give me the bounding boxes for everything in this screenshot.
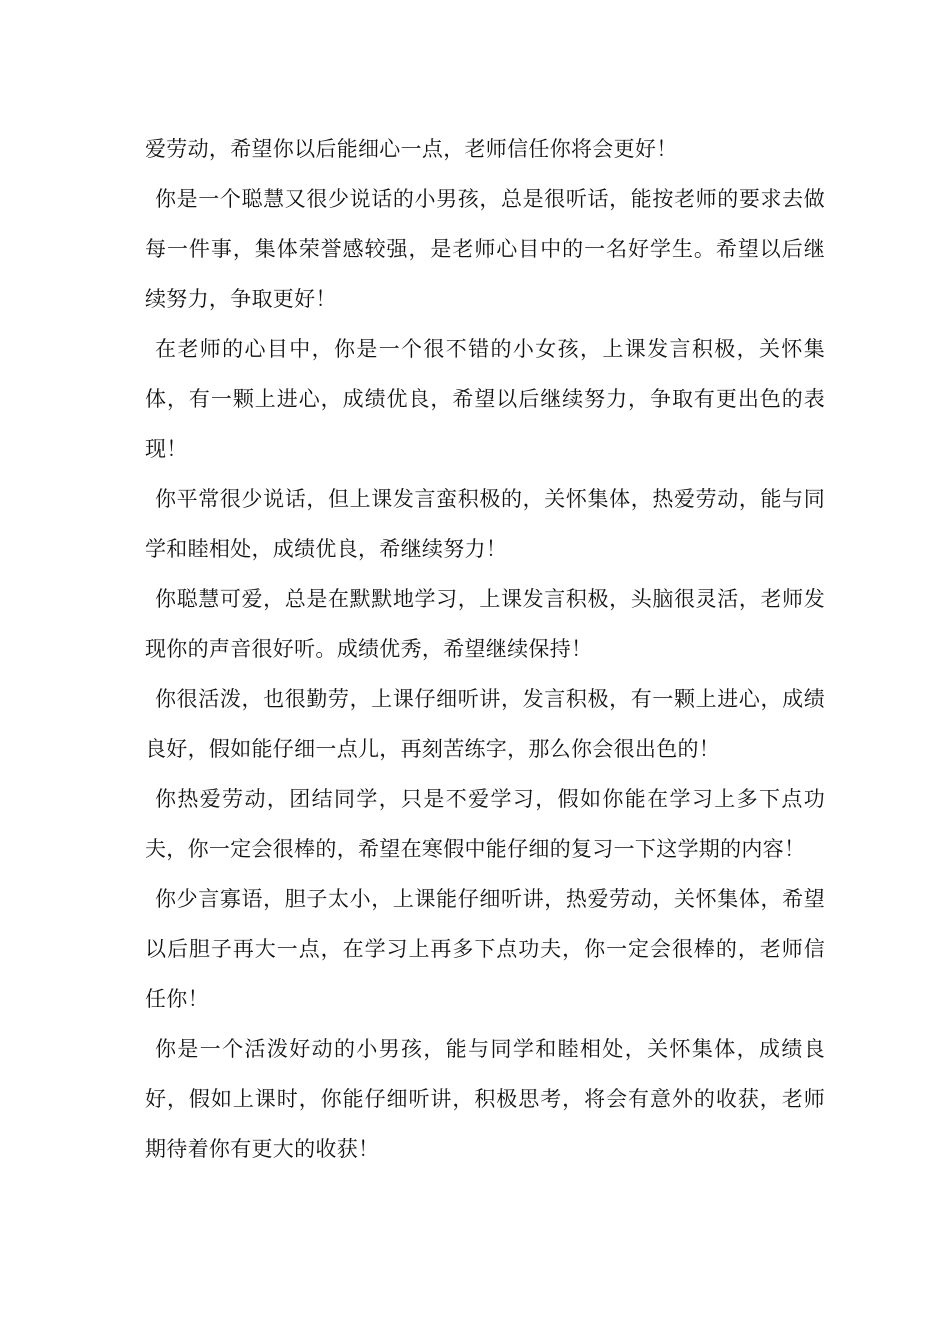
paragraph-9: 你是一个活泼好动的小男孩，能与同学和睦相处，关怀集体，成绩良好，假如上课时，你能仔细听讲，积极思考，将会有意外的收获，老师期待着你有更大的收获！ (145, 1037, 825, 1161)
paragraph-1: 爱劳动，希望你以后能细心一点，老师信任你将会更好！ (145, 137, 678, 161)
paragraph-2: 你是一个聪慧又很少说话的小男孩，总是很听话，能按老师的要求去做每一件事，集体荣誉感较强，是老师心目中的一名好学生。希望以后继续努力，争取更好！ (145, 187, 825, 311)
paragraph-4: 你平常很少说话，但上课发言蛮积极的，关怀集体，热爱劳动，能与同学和睦相处，成绩优良，希继续努力！ (145, 487, 825, 561)
paragraph-5: 你聪慧可爱，总是在默默地学习，上课发言积极，头脑很灵活，老师发现你的声音很好听。成绩优秀，希望继续保持！ (145, 587, 825, 661)
paragraph-6: 你很活泼，也很勤劳，上课仔细听讲，发言积极，有一颗上进心，成绩良好，假如能仔细一点儿，再刻苦练字，那么你会很出色的！ (145, 687, 825, 761)
paragraph-3: 在老师的心目中，你是一个很不错的小女孩，上课发言积极，关怀集体，有一颗上进心，成绩优良，希望以后继续努力，争取有更出色的表现！ (145, 337, 825, 461)
paragraph-8: 你少言寡语，胆子太小，上课能仔细听讲，热爱劳动，关怀集体，希望以后胆子再大一点，在学习上再多下点功夫，你一定会很棒的，老师信任你！ (145, 887, 825, 1011)
document-body (145, 124, 825, 1174)
paragraph-7: 你热爱劳动，团结同学，只是不爱学习，假如你能在学习上多下点功夫，你一定会很棒的，希望在寒假中能仔细的复习一下这学期的内容！ (145, 787, 825, 861)
